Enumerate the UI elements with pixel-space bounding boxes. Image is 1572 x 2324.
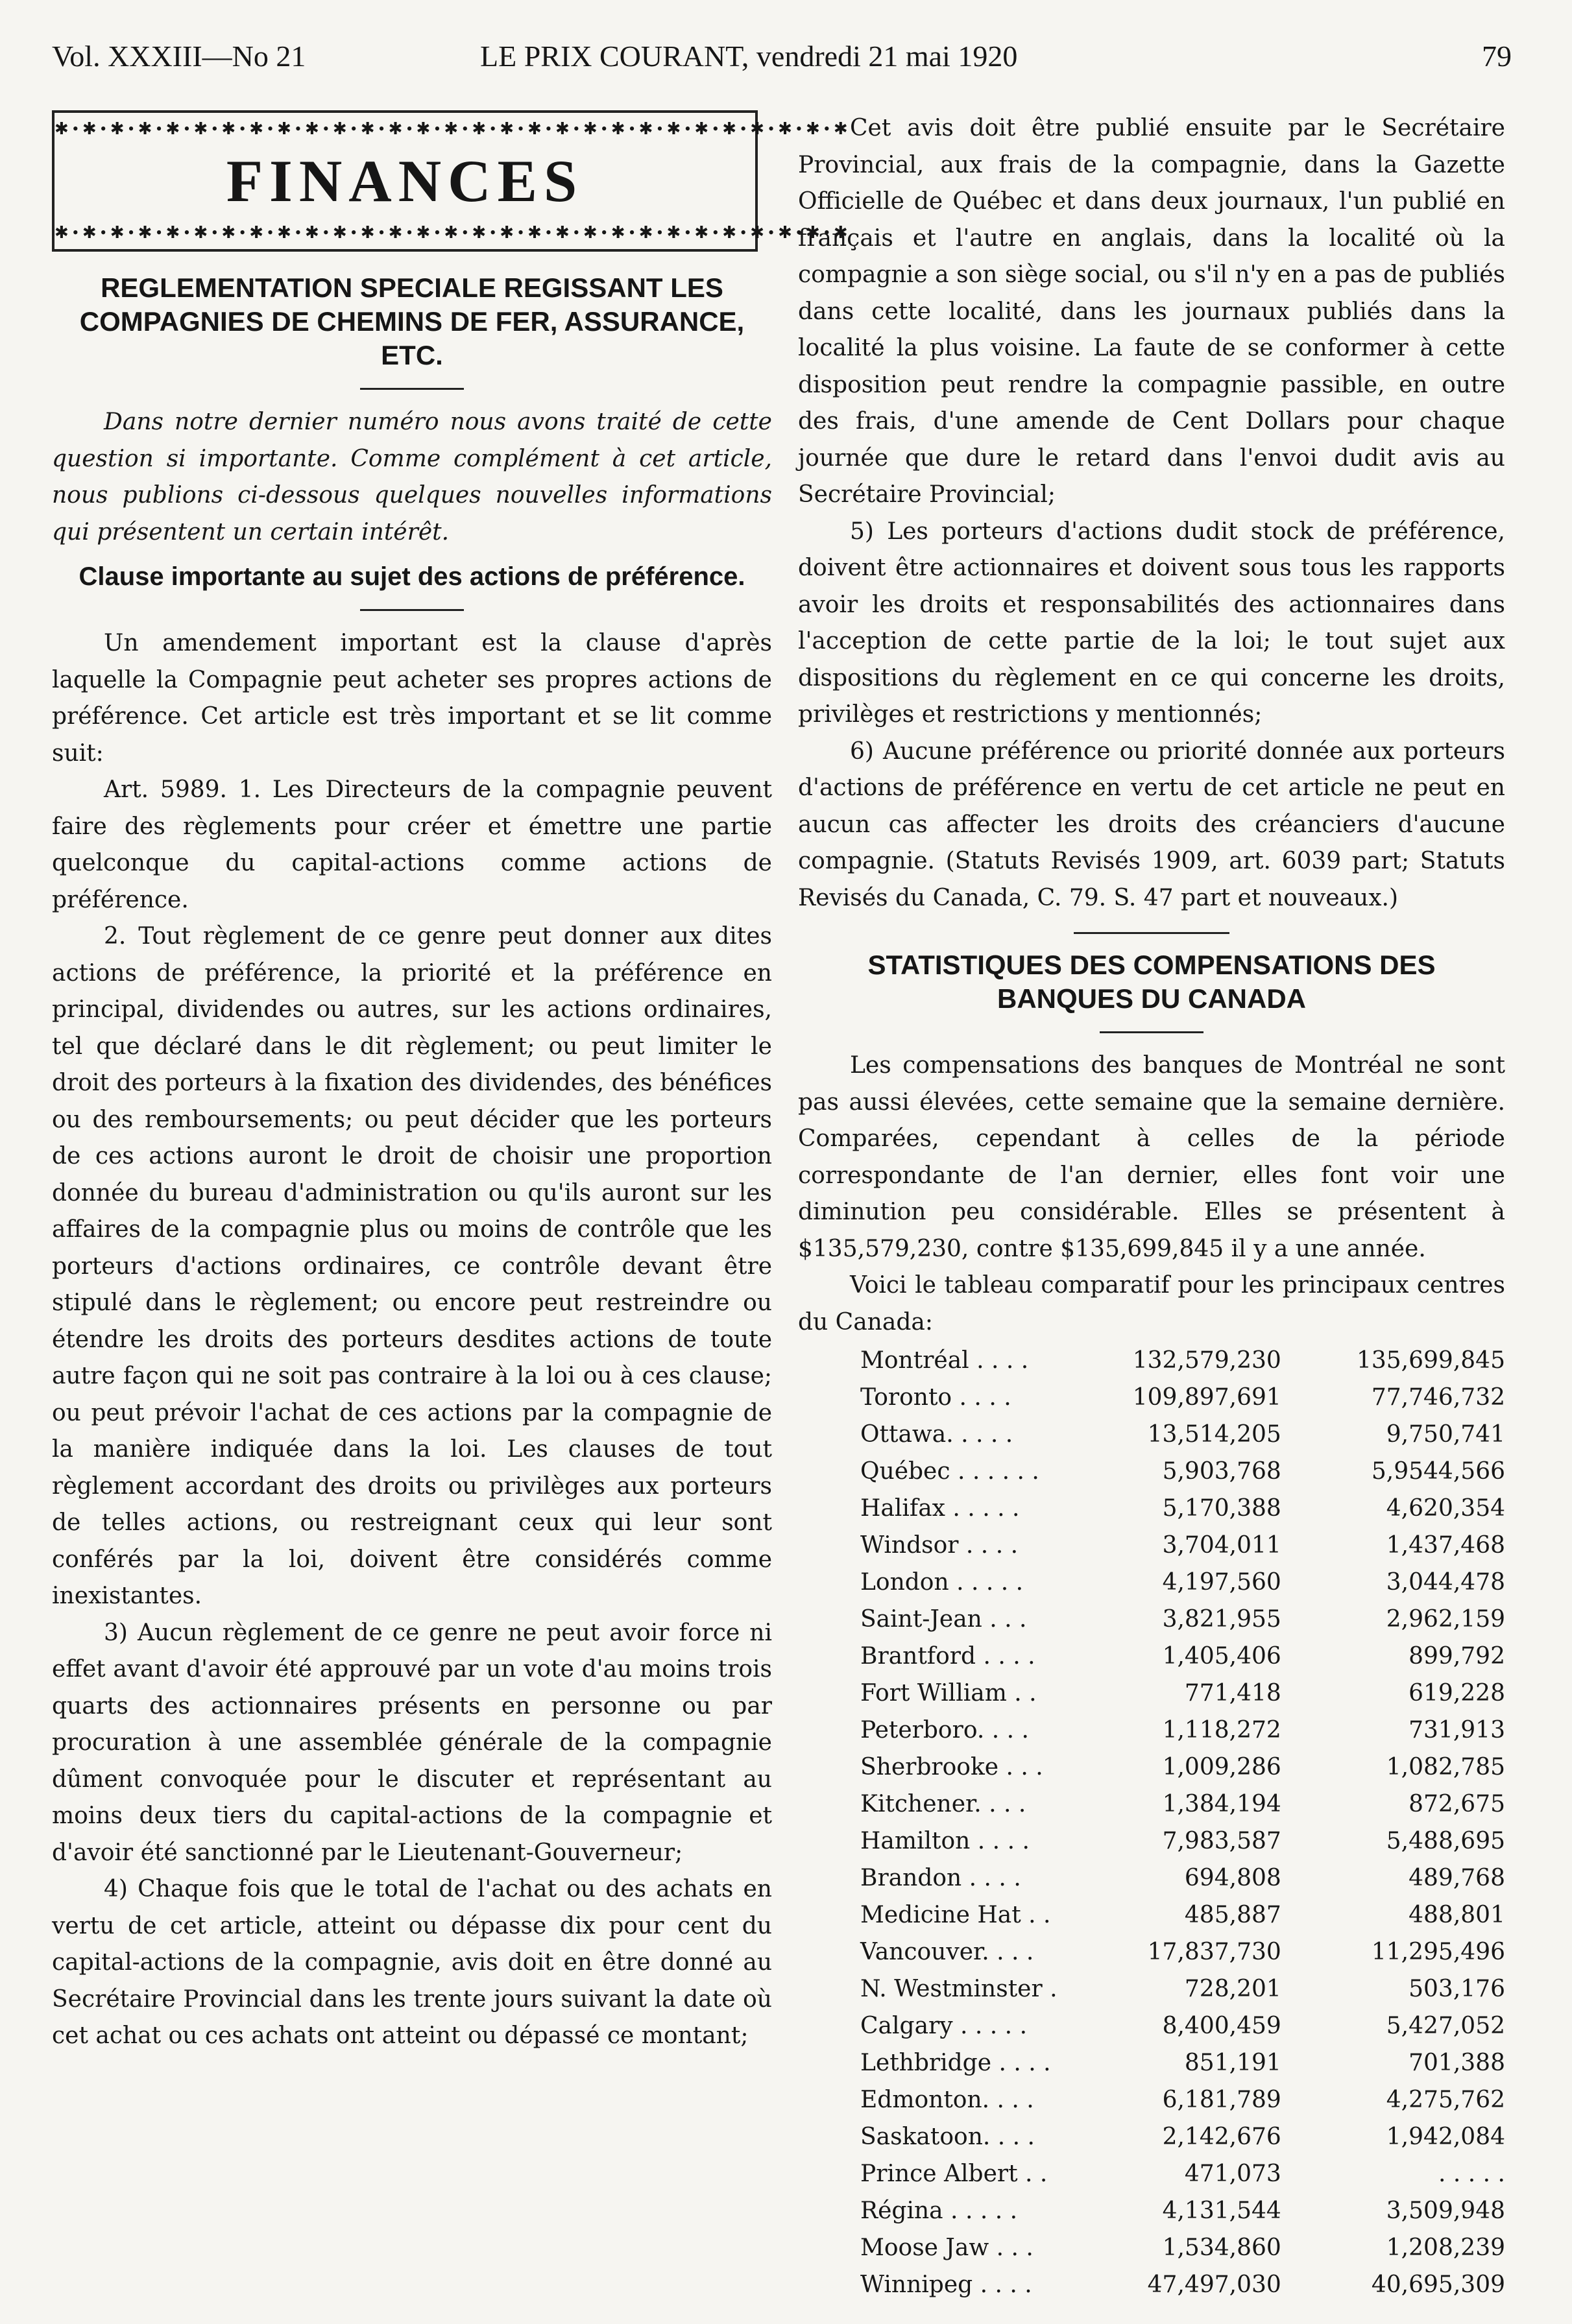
current-clearing: 8,400,459: [1162, 2013, 1281, 2039]
city-name: Edmonton. . . .: [860, 2087, 1034, 2113]
table-row: [798, 1675, 1505, 1712]
intro-paragraph: Dans notre dernier numéro nous avons traité de cette question si importante. Comme complément à cet article, nous publions ci-dessous quelques nouvelles informations qui présentent un certain intérêt.: [52, 409, 772, 545]
previous-clearing: 1,082,785: [1386, 1754, 1505, 1780]
current-clearing: 5,170,388: [1162, 1495, 1281, 1522]
divider: [1100, 1031, 1203, 1033]
left-column: [52, 110, 852, 2055]
previous-clearing: 4,275,762: [1386, 2087, 1505, 2113]
current-clearing: 1,009,286: [1162, 1754, 1281, 1780]
divider: [1074, 932, 1229, 934]
city-name: Vancouver. . . .: [860, 1939, 1034, 1965]
current-clearing: 109,897,691: [1132, 1384, 1281, 1411]
current-clearing: 3,704,011: [1162, 1532, 1281, 1559]
clearings-table-body: [798, 1342, 1505, 2303]
divider: [360, 609, 464, 611]
paragraph: Les compensations des banques de Montréal ne sont pas aussi élevées, cette semaine que la semaine dernière. Comparées, cependant à celles de la période correspondante de l'an dernier, elles font voir une diminution peu considérable. Elles se présentent à $135,579,230, contre $135,699,845 il y a une année.: [798, 1052, 1505, 1262]
table-row: [798, 2155, 1505, 2192]
table-row: [798, 1379, 1505, 1416]
table-row: [798, 2007, 1505, 2044]
table-row: [798, 1564, 1505, 1601]
current-clearing: 728,201: [1184, 1976, 1281, 2002]
table-row: [798, 1416, 1505, 1453]
divider: [360, 388, 464, 390]
banner-ornament-top: ✱•✱•✱•✱•✱•✱•✱•✱•✱•✱•✱•✱•✱•✱•✱•✱•✱•✱•✱•✱•✱•✱•✱•✱•✱•✱•✱•✱•✱: [54, 119, 852, 138]
current-clearing: 5,903,768: [1162, 1458, 1281, 1485]
previous-clearing: 9,750,741: [1386, 1421, 1505, 1448]
previous-clearing: 2,962,159: [1386, 1606, 1505, 1633]
city-name: Kitchener. . . .: [860, 1791, 1026, 1817]
subheading: Clause importante au sujet des actions de préférence.: [79, 562, 745, 591]
current-clearing: 485,887: [1184, 1902, 1281, 1928]
current-clearing: 47,497,030: [1147, 2271, 1281, 2298]
city-name: Hamilton . . . .: [860, 1828, 1030, 1854]
table-row: [798, 1601, 1505, 1638]
city-name: Saint-Jean . . .: [860, 1606, 1027, 1633]
volume-number: Vol. XXXIII—No 21: [52, 40, 306, 73]
current-clearing: 7,983,587: [1162, 1828, 1281, 1854]
city-name: Saskatoon. . . .: [860, 2124, 1035, 2150]
right-column: [798, 110, 1505, 2303]
table-row: [798, 1453, 1505, 1490]
previous-clearing: 40,695,309: [1371, 2271, 1505, 2298]
city-name: Lethbridge . . . .: [860, 2050, 1051, 2076]
current-clearing: 1,384,194: [1162, 1791, 1281, 1817]
table-row: [798, 2081, 1505, 2118]
current-clearing: 132,579,230: [1132, 1347, 1281, 1374]
city-name: Peterboro. . . .: [860, 1717, 1029, 1743]
current-clearing: 6,181,789: [1162, 2087, 1281, 2113]
previous-clearing: 3,044,478: [1386, 1569, 1505, 1596]
table-row: [798, 1971, 1505, 2007]
paragraph: Cet avis doit être publié ensuite par le Secrétaire Provincial, aux frais de la compagnie, dans la Gazette Officielle de Québec et dans deux journaux, l'un publié en français et l'autre en anglais, dans la localité où la compagnie a son siège social, ou s'il n'y en a pas de publiés dans cette localité, dans les journaux publiés dans la localité la plus voisine. La faute de se conformer à cette disposition peut rendre la compagnie passible, en outre des frais, d'une amende de Cent Dollars pour chaque journée que dure le retard dans l'envoi dudit avis au Secrétaire Provincial;: [798, 115, 1505, 508]
paragraph: Art. 5989. 1. Les Directeurs de la compagnie peuvent faire des règlements pour créer et émettre une partie quelconque du capital-actions comme actions de préférence.: [52, 776, 772, 913]
article-headline: STATISTIQUES DES COMPENSATIONS DES BANQUES DU CANADA: [867, 950, 1436, 1014]
current-clearing: 771,418: [1184, 1680, 1281, 1707]
city-name: Brandon . . . .: [860, 1865, 1021, 1891]
table-row: [798, 1638, 1505, 1675]
current-clearing: 694,808: [1184, 1865, 1281, 1891]
previous-clearing: 11,295,496: [1371, 1939, 1505, 1965]
table-row: [798, 1490, 1505, 1527]
city-name: Montréal . . . .: [860, 1347, 1029, 1374]
paragraph: 4) Chaque fois que le total de l'achat ou des achats en vertu de cet article, atteint ou dépasse dix pour cent du capital-actions de la compagnie, avis doit en être donné au Secrétaire Provincial dans les trente jours suivant la date où cet achat ou ces achats ont atteint ou dépassé ce montant;: [52, 1876, 772, 2049]
city-name: Fort William . .: [860, 1680, 1037, 1707]
previous-clearing: . . . . .: [1438, 2161, 1505, 2187]
current-clearing: 4,131,544: [1162, 2198, 1281, 2224]
page-number: 79: [1482, 40, 1512, 73]
table-row: [798, 1860, 1505, 1897]
previous-clearing: 5,488,695: [1386, 1828, 1505, 1854]
current-clearing: 2,142,676: [1162, 2124, 1281, 2150]
table-row: [798, 1897, 1505, 1934]
table-row: [798, 1786, 1505, 1823]
table-row: [798, 1823, 1505, 1860]
paragraph: 2. Tout règlement de ce genre peut donner aux dites actions de préférence, la priorité et la préférence en principal, dividendes ou autres, sur les actions ordinaires, tel que déclaré dans le dit règlement; ou peut limiter le droit des porteurs à la fixation des dividendes, des bénéfices ou des remboursements; ou peut décider que les porteurs de ces actions auront le droit de choisir une proportion donnée du bureau d'administration ou qu'ils auront sur les affaires de la compagnie plus ou moins de contrôle que les porteurs d'actions ordinaires, ce contrôle devant être stipulé dans le règlement; ou encore peut restreindre ou étendre les droits des porteurs desdites actions de toute autre façon qui ne soit pas contraire à la loi ou à ces clause; ou peut prévoir l'achat de ces actions par la compagnie de la manière indiquée dans la loi. Les clauses de tout règlement accordant des droits ou privilèges aux porteurs de telles actions, ou restreignant ceux qui leur sont conférés par la loi, doivent être considérés comme inexistantes.: [52, 923, 772, 1609]
city-name: Ottawa. . . . .: [860, 1421, 1013, 1448]
table-row: [798, 1527, 1505, 1564]
table-row: [798, 1342, 1505, 1379]
table-row: [798, 2192, 1505, 2229]
previous-clearing: 3,509,948: [1386, 2198, 1505, 2224]
city-name: Calgary . . . . .: [860, 2013, 1028, 2039]
publication-title: LE PRIX COURANT, vendredi 21 mai 1920: [480, 40, 1018, 73]
current-clearing: 17,837,730: [1147, 1939, 1281, 1965]
city-name: Halifax . . . . .: [860, 1495, 1020, 1522]
table-row: [798, 2044, 1505, 2081]
table-row: [798, 1934, 1505, 1971]
previous-clearing: 77,746,732: [1371, 1384, 1505, 1411]
city-name: London . . . . .: [860, 1569, 1024, 1596]
table-row: [798, 2118, 1505, 2155]
table-row: [798, 2229, 1505, 2266]
section-title: FINANCES: [226, 148, 584, 214]
current-clearing: 1,405,406: [1162, 1643, 1281, 1670]
table-row: [798, 1749, 1505, 1786]
city-name: Winnipeg . . . .: [860, 2271, 1032, 2298]
city-name: Windsor . . . .: [860, 1532, 1019, 1559]
page-header: [52, 39, 1512, 84]
city-name: Toronto . . . .: [860, 1384, 1011, 1411]
city-name: Québec . . . . . .: [860, 1458, 1039, 1485]
previous-clearing: 619,228: [1409, 1680, 1505, 1707]
previous-clearing: 5,427,052: [1386, 2013, 1505, 2039]
city-name: Brantford . . . .: [860, 1643, 1035, 1670]
previous-clearing: 4,620,354: [1386, 1495, 1505, 1522]
previous-clearing: 488,801: [1409, 1902, 1505, 1928]
current-clearing: 1,534,860: [1162, 2234, 1281, 2261]
city-name: Sherbrooke . . .: [860, 1754, 1043, 1780]
previous-clearing: 731,913: [1409, 1717, 1505, 1743]
current-clearing: 4,197,560: [1162, 1569, 1281, 1596]
paragraph: 3) Aucun règlement de ce genre ne peut avoir force ni effet avant d'avoir été approuvé par un vote d'au moins trois quarts des actionnaires présents en personne ou par procuration à une assemblée générale de la compagnie dûment convoquée pour le discuter et représentant au moins deux tiers du capital-actions de la compagnie et d'avoir été sanctionné par le Lieutenant-Gouverneur;: [52, 1619, 772, 1866]
city-name: Prince Albert . .: [860, 2161, 1048, 2187]
current-clearing: 3,821,955: [1162, 1606, 1281, 1633]
previous-clearing: 1,942,084: [1386, 2124, 1505, 2150]
paragraph: Un amendement important est la clause d'après laquelle la Compagnie peut acheter ses propres actions de préférence. Cet article est très important et se lit comme suit:: [52, 630, 772, 767]
current-clearing: 471,073: [1184, 2161, 1281, 2187]
city-name: Moose Jaw . . .: [860, 2234, 1034, 2261]
current-clearing: 13,514,205: [1147, 1421, 1281, 1448]
paragraph: 6) Aucune préférence ou priorité donnée aux porteurs d'actions de préférence en vertu de cet article ne peut en aucun cas affecter les droits des créanciers d'aucune compagnie. (Statuts Revisés 1909, art. 6039 part; Statuts Revisés du Canada, C. 79. S. 47 part et nouveaux.): [798, 737, 1505, 911]
section-banner: [52, 110, 852, 252]
city-name: Régina . . . . .: [860, 2198, 1018, 2224]
current-clearing: 851,191: [1184, 2050, 1281, 2076]
paragraph: Voici le tableau comparatif pour les principaux centres du Canada:: [798, 1272, 1505, 1336]
previous-clearing: 899,792: [1409, 1643, 1505, 1670]
banner-ornament-bottom: ✱•✱•✱•✱•✱•✱•✱•✱•✱•✱•✱•✱•✱•✱•✱•✱•✱•✱•✱•✱•✱•✱•✱•✱•✱•✱•✱•✱•✱: [54, 223, 852, 242]
previous-clearing: 135,699,845: [1356, 1347, 1505, 1374]
table-row: [798, 2266, 1505, 2303]
paragraph: 5) Les porteurs d'actions dudit stock de préférence, doivent être actionnaires et doivent sous tous les rapports avoir les droits et responsabilités des actionnaires dans l'acception de cette partie de la loi; le tout sujet aux dispositions du règlement en ce qui concerne les droits, privilèges et restrictions y mentionnés;: [798, 518, 1505, 728]
previous-clearing: 503,176: [1409, 1976, 1505, 2002]
clearings-table: [798, 1342, 1505, 2303]
previous-clearing: 1,208,239: [1386, 2234, 1505, 2261]
previous-clearing: 701,388: [1409, 2050, 1505, 2076]
previous-clearing: 1,437,468: [1386, 1532, 1505, 1559]
previous-clearing: 872,675: [1409, 1791, 1505, 1817]
current-clearing: 1,118,272: [1162, 1717, 1281, 1743]
article-headline: REGLEMENTATION SPECIALE REGISSANT LES COMPAGNIES DE CHEMINS DE FER, ASSURANCE, ETC.: [79, 272, 745, 370]
city-name: N. Westminster .: [860, 1976, 1058, 2002]
previous-clearing: 489,768: [1409, 1865, 1505, 1891]
table-row: [798, 1712, 1505, 1749]
city-name: Medicine Hat . .: [860, 1902, 1051, 1928]
previous-clearing: 5,9544,566: [1371, 1458, 1505, 1485]
